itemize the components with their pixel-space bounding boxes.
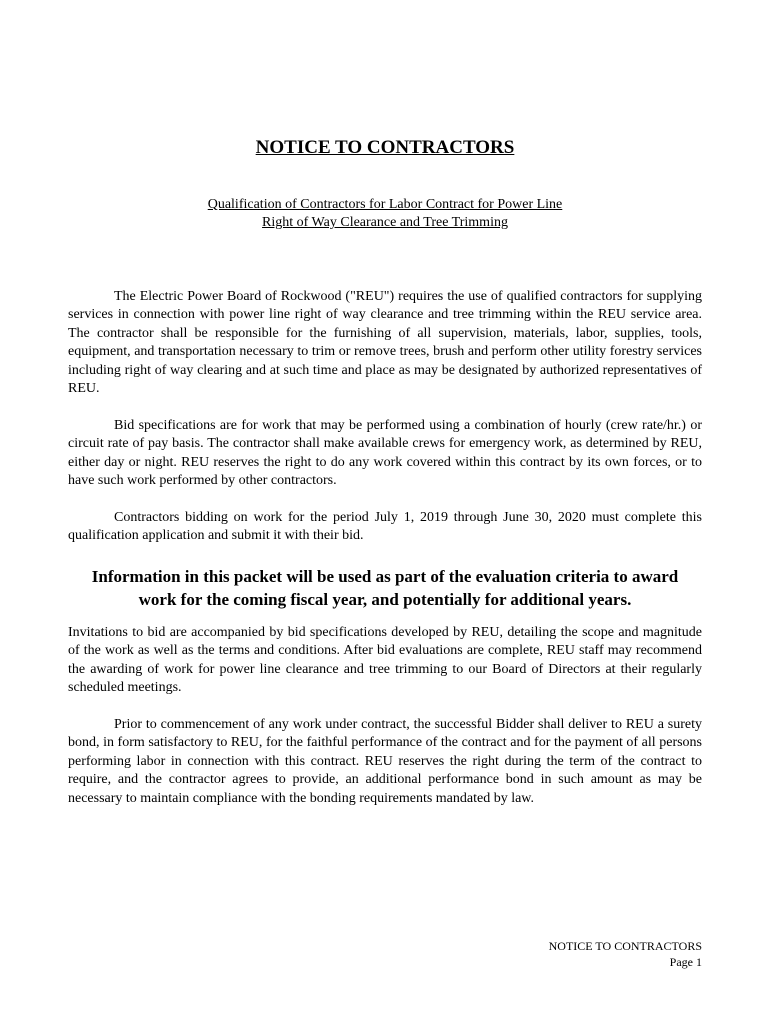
bid-period-paragraph: Contractors bidding on work for the period July 1, 2019 through June 30, 2020 must complete this qualification application and submit it with their bid.: [68, 510, 702, 544]
footer-document-name: NOTICE TO CONTRACTORS: [548, 939, 702, 953]
bid-specifications-paragraph: Bid specifications are for work that may be performed using a combination of hourly (crew rate/hr.) or circuit rate of pay basis. The contractor shall make available crews for emergency work, as determined by REU, either day or night. REU reserves the right to do any work covered within this contract by its own forces, or to have such work performed by other contractors.: [68, 418, 702, 489]
evaluation-criteria-notice: [60, 565, 710, 611]
surety-bond-paragraph: Prior to commencement of any work under contract, the successful Bidder shall deliver to REU a surety bond, in form satisfactory to REU, for the faithful performance of the contract and for the payment of all persons performing labor in connection with this contract. REU reserves the right during the term of the contract to require, and the contractor agrees to provide, an additional performance bond in such amount as may be necessary to maintain compliance with the bonding requirements mandated by law.: [68, 717, 702, 806]
page-title: NOTICE TO CONTRACTORS: [255, 137, 515, 158]
emphasis-line-2: work for the coming fiscal year, and potentially for additional years.: [138, 590, 632, 609]
intro-paragraph: The Electric Power Board of Rockwood ("REU") requires the use of qualified contractors for supplying services in connection with power line right of way clearance and tree trimming within the REU service area. The contractor shall be responsible for the furnishing of all supervision, materials, labor, supplies, tools, equipment, and transportation necessary to trim or remove trees, brush and perform other utility forestry services including right of way clearing and at such time and place as may be designated by authorized representatives of REU.: [68, 289, 702, 397]
footer-page-number: Page 1: [669, 955, 702, 969]
document-subtitle: [0, 196, 770, 232]
emphasis-line-1: Information in this packet will be used as part of the evaluation criteria to award: [91, 567, 679, 586]
page-footer: [549, 938, 702, 970]
invitations-paragraph: Invitations to bid are accompanied by bid specifications developed by REU, detailing the scope and magnitude of the work as well as the terms and conditions. After bid evaluations are complete, REU staff may recommend the awarding of work for power line clearance and tree trimming to our Board of Directors at their regularly scheduled meetings.: [68, 625, 702, 696]
subtitle-line-1: Qualification of Contractors for Labor Contract for Power Line: [207, 197, 563, 212]
subtitle-line-2: Right of Way Clearance and Tree Trimming: [262, 215, 508, 230]
